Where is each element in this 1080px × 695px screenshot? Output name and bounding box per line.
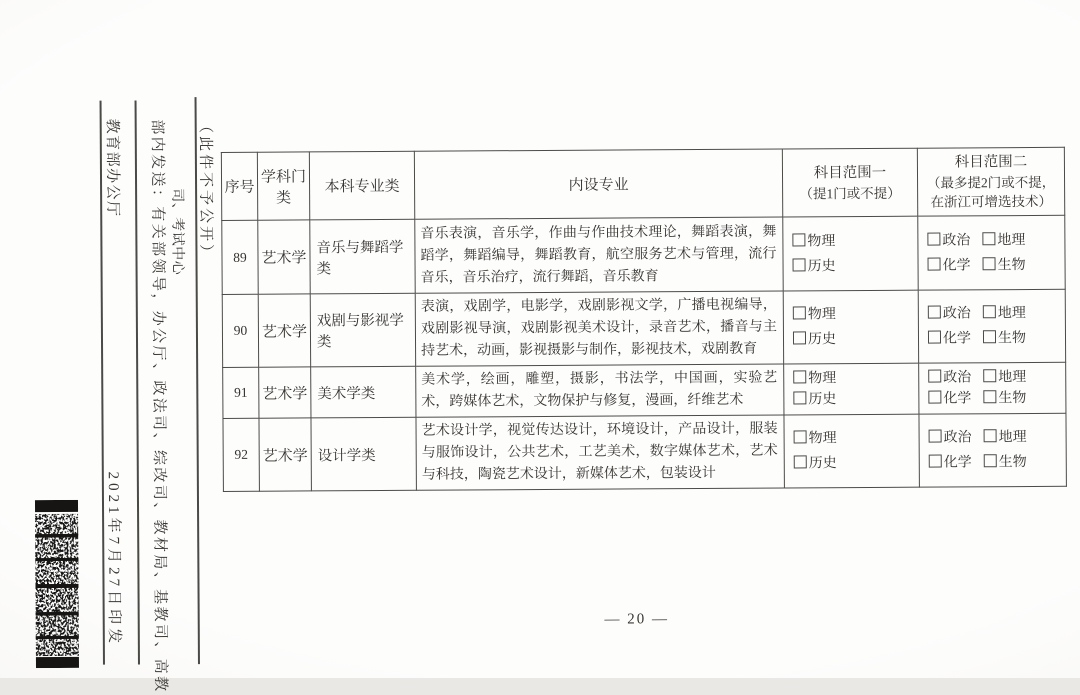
checkbox-icon <box>928 331 941 344</box>
checkbox-icon <box>793 370 806 383</box>
header-seq: 序号 <box>221 152 257 220</box>
distribution-line-1: 部内发送：有关部领导，办公厅、政法司、综改司、教材局、基教司、高教 <box>148 119 169 694</box>
subject-option: 地理 <box>997 232 1026 248</box>
subject-option: 政治 <box>942 306 971 322</box>
print-date: 2021年7月27日印发 <box>104 471 122 648</box>
subject-option: 生物 <box>998 391 1027 407</box>
subject-scope2-cell <box>919 362 1066 414</box>
checkbox-icon <box>793 331 806 344</box>
subject-option: 化学 <box>943 455 972 471</box>
subject-option: 生物 <box>997 331 1027 347</box>
subject-option: 历史 <box>807 332 837 348</box>
subject-option: 物理 <box>807 233 836 249</box>
seq-cell: 92 <box>223 418 259 491</box>
subject-scope1-cell <box>783 290 918 364</box>
table-row <box>223 362 1066 418</box>
scope2-note-2: 在浙江可增选技术） <box>930 193 1052 210</box>
checkbox-icon <box>793 306 806 319</box>
major-class-cell: 戏剧与影视学类 <box>310 293 415 367</box>
checkbox-icon <box>982 232 995 245</box>
majors-cell: 音乐表演，音乐学，作曲与作曲技术理论，舞蹈表演，舞蹈学，舞蹈编导，舞蹈教育，航空服务艺术与管理，流行音乐，音乐治疗，流行舞蹈，音乐教育 <box>415 217 783 293</box>
majors-cell: 美术学，绘画，雕塑，摄影，书法学，中国画，实验艺术，跨媒体艺术，文物保护与修复，漫画，纤维艺术 <box>416 364 784 417</box>
scope1-title: 科目范围一 <box>813 164 887 181</box>
scope2-title: 科目范围二 <box>954 154 1028 171</box>
table-row <box>222 215 1065 294</box>
majors-cell: 表演，戏剧学，电影学，戏剧影视文学，广播电视编导，戏剧影视导演，戏剧影视美术设计，录音艺术，播音与主持艺术，动画，影视摄影与制作，影视技术，戏剧教育 <box>415 291 783 366</box>
subject-option: 地理 <box>998 430 1027 446</box>
subject-scope2-cell <box>918 289 1065 363</box>
subject-scope2-cell <box>918 215 1065 290</box>
checkbox-icon <box>984 429 997 442</box>
subject-option: 化学 <box>942 257 971 274</box>
table-header-row <box>221 147 1064 220</box>
checkbox-icon <box>792 233 805 246</box>
header-subject-scope-2 <box>917 147 1064 216</box>
checkbox-icon <box>793 391 806 404</box>
subject-option: 地理 <box>998 370 1027 386</box>
checkbox-icon <box>928 370 941 383</box>
subject-option: 物理 <box>808 431 837 447</box>
subject-scope2-cell <box>919 413 1066 487</box>
subject-option: 生物 <box>998 455 1027 471</box>
checkbox-icon <box>983 369 996 382</box>
checkbox-icon <box>984 454 997 467</box>
table-row <box>223 413 1066 491</box>
checkbox-icon <box>983 305 996 318</box>
issuing-office: 教育部办公厅 <box>103 118 121 218</box>
subject-option: 历史 <box>808 456 837 472</box>
subject-scope1-cell <box>784 414 919 488</box>
discipline-cell: 艺术学 <box>259 367 311 418</box>
scope1-note: （提1门或不提） <box>799 185 901 201</box>
scope2-note-1: （最多提2门或不提， <box>926 174 1056 191</box>
header-discipline: 学科门类 <box>257 152 309 220</box>
subject-option: 政治 <box>942 232 971 249</box>
checkbox-icon <box>929 430 942 443</box>
checkbox-icon <box>928 306 941 319</box>
subject-scope1-cell <box>783 216 918 291</box>
subject-option: 历史 <box>807 258 836 274</box>
checkbox-icon <box>983 390 996 403</box>
major-class-cell: 美术学类 <box>311 366 416 418</box>
table-row <box>222 289 1065 367</box>
checkbox-icon <box>928 257 941 270</box>
seq-cell: 89 <box>222 220 258 294</box>
subject-option: 化学 <box>942 331 972 347</box>
distribution-line-2: 司、考试中心 <box>169 188 185 276</box>
discipline-cell: 艺术学 <box>258 220 310 294</box>
subject-option: 地理 <box>997 306 1026 322</box>
subject-option: 生物 <box>997 257 1026 273</box>
discipline-cell: 艺术学 <box>259 418 311 491</box>
checkbox-icon <box>794 455 807 468</box>
majors-cell: 艺术设计学，视觉传达设计，环境设计，产品设计，服装与服饰设计，公共艺术，工艺美术，数字媒体艺术，艺术与科技，陶瓷艺术设计，新媒体艺术，包装设计 <box>416 415 784 490</box>
major-class-cell: 音乐与舞蹈学类 <box>310 219 415 294</box>
checkbox-icon <box>793 258 806 271</box>
header-major-class: 本科专业类 <box>309 151 414 220</box>
subject-option: 物理 <box>808 371 837 387</box>
checkbox-icon <box>927 232 940 245</box>
imprint-rule-middle <box>135 100 140 664</box>
subject-option: 化学 <box>943 391 972 407</box>
subject-option: 历史 <box>808 392 837 408</box>
checkbox-icon <box>929 455 942 468</box>
subject-option: 政治 <box>943 370 972 386</box>
seq-cell: 91 <box>223 367 259 418</box>
subject-scope1-cell <box>784 363 919 415</box>
checkbox-icon <box>794 430 807 443</box>
page-number: — 20 — <box>604 611 670 628</box>
confidential-note: （此件不予公开） <box>196 117 214 263</box>
subject-option: 政治 <box>943 430 972 446</box>
header-majors: 内设专业 <box>414 149 782 219</box>
major-class-cell: 设计学类 <box>311 417 416 491</box>
header-subject-scope-1 <box>782 148 917 217</box>
checkbox-icon <box>983 330 996 343</box>
checkbox-icon <box>928 391 941 404</box>
seq-cell: 90 <box>222 294 258 367</box>
checkbox-icon <box>983 257 996 270</box>
subject-option: 物理 <box>807 307 836 323</box>
discipline-cell: 艺术学 <box>258 294 310 367</box>
subject-requirements-table <box>221 147 1067 492</box>
document-barcode-icon <box>34 500 80 668</box>
